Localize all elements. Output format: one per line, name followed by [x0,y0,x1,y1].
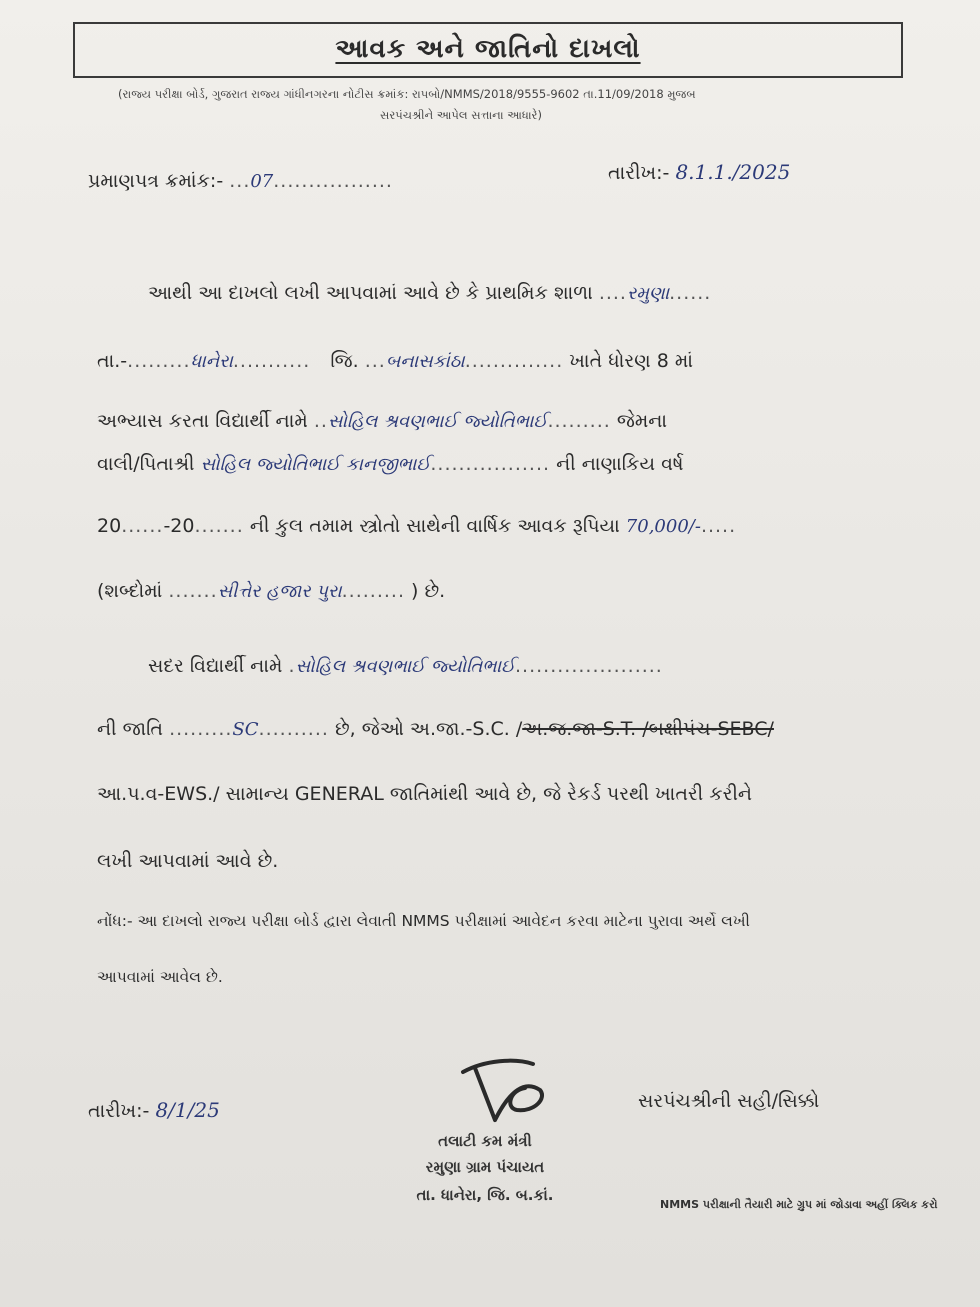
caste-text: છે, જેઓ અ.જા.-S.C. / [334,718,523,740]
school-value: રમુણા [626,283,670,304]
line-parent: વાલી/પિતાશ્રી સોહિલ જ્યોતિભાઈ કાનજીભાઈ................. ની નાણાકિય વર્ષ [97,453,684,475]
year-to: -20 [163,515,195,537]
note-line-1: નોંધ:- આ દાખલો રાજ્ય પરીક્ષા બોર્ડ દ્વારા લેવાતી NMMS પરીક્ષામાં આવેદન કરવા માટેના પુરાવા અર્થે લખી [97,912,750,930]
certificate-number-value: 07 [250,171,274,192]
words-open: (શબ્દોમાં [97,580,163,602]
stamp-line-2: રમુણા ગ્રામ પંચાયત [425,1158,545,1176]
line-student: અભ્યાસ કરતા વિદ્યાર્થી નામે ..સોહિલ શ્રવણભાઈ જ્યોતિભાઈ......... જેમના [97,410,668,432]
amount-in-words: સીત્તેર હજાર પુરા [217,581,342,602]
parent-label: વાલી/પિતાશ્રી [97,453,195,475]
taluka-value: ધાનેરા [190,351,233,372]
certificate-number-row: પ્રમાણપત્ર ક્રમાંક:- ...07................. [88,170,393,192]
words-close: ) છે. [411,580,446,602]
p2-text: સદર વિદ્યાર્થી નામે [148,655,283,677]
stamp-line-1: તલાટી કમ મંત્રી [438,1132,532,1150]
subtitle-line-2: સરપંચશ્રીને આપેલ સત્તાના આધારે) [380,108,542,122]
student-label: અભ્યાસ કરતા વિદ્યાર્થી નામે [97,410,308,432]
title-box [73,22,903,78]
income-value: 70,000/- [625,516,701,537]
line-school: આથી આ દાખલો લખી આપવામાં આવે છે કે પ્રાથમિક શાળા ....રમુણા...... [148,282,712,304]
subtitle-line-1: (રાજ્ય પરીક્ષા બોર્ડ, ગુજરાત રાજ્ય ગાંધીનગરના નોટીસ ક્રમાંક: રાપબો/NMMS/2018/9555-9602 તા.11/09/2018 મુજબ [118,87,696,101]
line-last: લખી આપવામાં આવે છે. [97,850,279,872]
line-caste: ની જાતિ .........SC.......... છે, જેઓ અ.જા.-S.C. /અ.જ.જા-S.T. /બક્ષીપંચ-SEBC/ [97,718,774,740]
caste-value: SC [232,719,259,740]
signature-label: સરપંચશ્રીની સહી/સિક્કો [638,1090,820,1112]
caste-struck-options: અ.જ.જા-S.T. /બક્ષીપંચ-SEBC/ [522,718,774,740]
student-value: સોહિલ શ્રવણભાઈ જ્યોતિભાઈ [327,411,548,432]
signature-mark [455,1050,555,1130]
intro-text: આથી આ દાખલો લખી આપવામાં આવે છે કે પ્રાથમિક શાળા [148,282,593,304]
line-taluka: તા.-.........ધાનેરા........... જિ. ...બનાસકાંઠા.............. ખાતે ધોરણ 8 માં [97,350,693,372]
taluka-label: તા.- [97,350,128,372]
year-from: 20 [97,515,122,537]
standard-text: ખાતે ધોરણ 8 માં [569,350,693,372]
note-line-2: આપવામાં આવેલ છે. [97,968,223,986]
student-value-2: સોહિલ શ્રવણભાઈ જ્યોતિભાઈ [295,656,516,677]
line-ews: આ.પ.વ-EWS./ સામાન્ય GENERAL જાતિમાંથી આવે છે, જે રેકર્ડ પરથી ખાતરી કરીને [97,783,753,805]
jemna-text: જેમના [616,410,668,432]
income-text: ની કુલ તમામ સ્ત્રોતો સાથેની વાર્ષિક આવક રૂપિયા [249,515,620,537]
footer-date-value: 8/1/25 [155,1098,220,1122]
document-title: આવક અને જાતિનો દાખલો [335,34,641,64]
footer-date-label: તારીખ:- [88,1100,150,1122]
certificate-date-label: તારીખ:- [608,162,670,184]
line-student-2: સદર વિદ્યાર્થી નામે .સોહિલ શ્રવણભાઈ જ્યોતિભાઈ..................... [148,655,663,677]
stamp-line-3: તા. ધાનેરા, જિ. બ.કાં. [416,1186,554,1204]
district-value: બનાસકાંઠા [385,351,465,372]
caste-label: ની જાતિ [97,718,164,740]
line-income: 20......-20....... ની કુલ તમામ સ્ત્રોતો સાથેની વાર્ષિક આવક રૂપિયા 70,000/-..... [97,515,737,537]
financial-year-text: ની નાણાકિય વર્ષ [556,453,684,475]
parent-value: સોહિલ જ્યોતિભાઈ કાનજીભાઈ [200,454,431,475]
certificate-number-label: પ્રમાણપત્ર ક્રમાંક:- [88,170,224,192]
bottom-promo-note: NMMS પરીક્ષાની તૈયારી માટે ગ્રુપ માં જોડાવા અહીં ક્લિક કરો [660,1198,938,1211]
line-words: (શબ્દોમાં .......સીત્તેર હજાર પુરા......... ) છે. [97,580,446,602]
certificate-date-row [608,160,790,184]
footer-date-row [88,1098,220,1122]
certificate-date-value: 8.1.1./2025 [675,160,791,184]
district-label: જિ. [330,350,359,372]
